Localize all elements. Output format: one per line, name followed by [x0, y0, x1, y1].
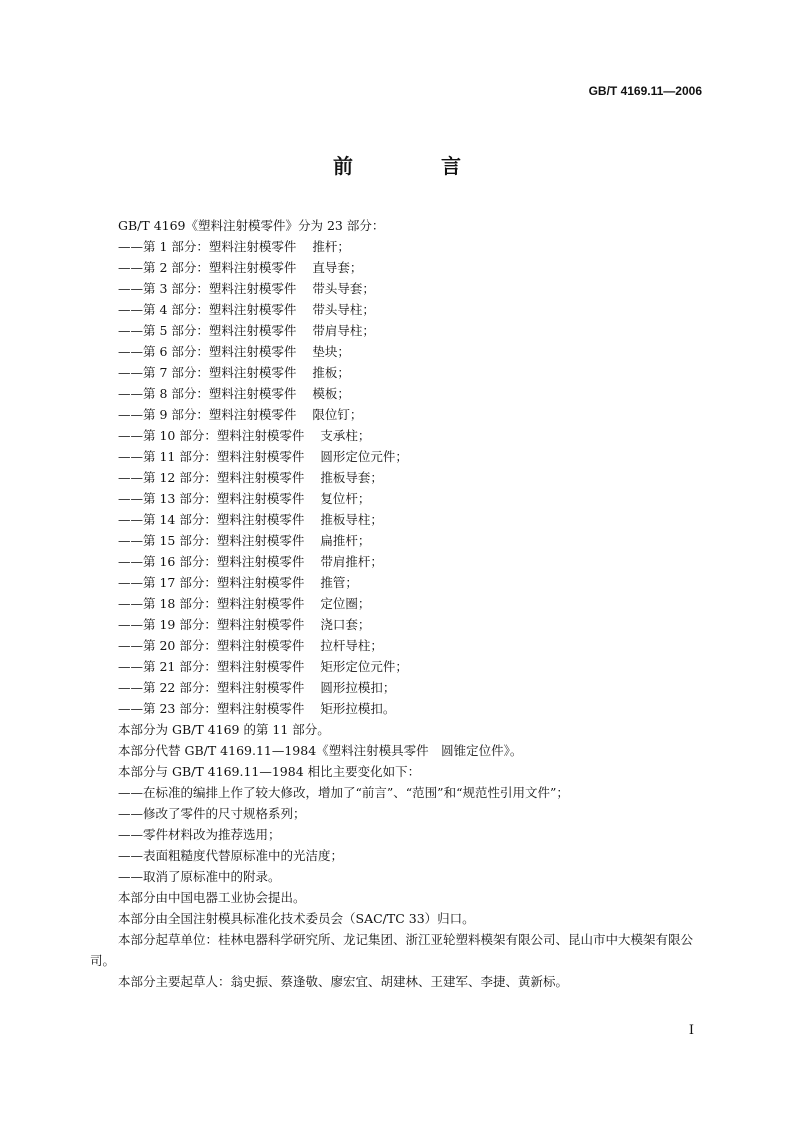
list-item — [90, 488, 710, 509]
part-prefix: ——第 10 部分：塑料注射模零件 — [118, 428, 305, 443]
list-item — [90, 425, 710, 446]
list-item — [90, 257, 710, 278]
part-name: 直导套； — [312, 260, 363, 275]
list-item: ——在标准的编排上作了较大修改，增加了“前言”、“范围”和“规范性引用文件”； — [118, 785, 569, 800]
part-prefix: ——第 5 部分：塑料注射模零件 — [118, 323, 297, 338]
drafters-paragraph: 本部分主要起草人：翁史振、蔡逢敬、廖宏宜、胡建林、王建军、李捷、黄新标。 — [118, 974, 569, 989]
part-name: 扁推杆； — [320, 533, 371, 548]
part-name: 推管； — [320, 575, 358, 590]
part-name: 支承柱； — [320, 428, 371, 443]
list-item — [90, 656, 710, 677]
list-item — [90, 341, 710, 362]
list-item — [90, 635, 710, 656]
list-item: ——取消了原标准中的附录。 — [118, 869, 281, 884]
list-item — [90, 404, 710, 425]
list-item — [90, 509, 710, 530]
part-prefix: ——第 22 部分：塑料注射模零件 — [118, 680, 305, 695]
part-name: 圆形拉模扣； — [320, 680, 396, 695]
list-item: ——零件材料改为推荐选用； — [118, 827, 281, 842]
list-item — [90, 677, 710, 698]
changes-paragraph: 本部分与 GB/T 4169.11—1984 相比主要变化如下： — [118, 764, 421, 779]
part-prefix: ——第 12 部分：塑料注射模零件 — [118, 470, 305, 485]
part-prefix: ——第 8 部分：塑料注射模零件 — [118, 386, 297, 401]
part-name: 推板； — [312, 365, 350, 380]
part-prefix: ——第 15 部分：塑料注射模零件 — [118, 533, 305, 548]
proposer-paragraph: 本部分由中国电器工业协会提出。 — [118, 890, 306, 905]
list-item — [90, 236, 710, 257]
part-prefix: ——第 7 部分：塑料注射模零件 — [118, 365, 297, 380]
part-name: 模板； — [312, 386, 350, 401]
list-item — [90, 299, 710, 320]
intro-paragraph: GB/T 4169《塑料注射模零件》分为 23 部分： — [118, 218, 385, 233]
list-item — [90, 614, 710, 635]
list-item — [90, 467, 710, 488]
part-prefix: ——第 21 部分：塑料注射模零件 — [118, 659, 305, 674]
page-number: I — [688, 1023, 694, 1038]
part-prefix: ——第 23 部分：塑料注射模零件 — [118, 701, 305, 716]
parts-list — [90, 236, 710, 719]
list-item — [90, 572, 710, 593]
part-prefix: ——第 14 部分：塑料注射模零件 — [118, 512, 305, 527]
committee-paragraph: 本部分由全国注射模具标准化技术委员会（SAC/TC 33）归口。 — [118, 911, 475, 926]
list-item: ——表面粗糙度代替原标准中的光洁度； — [118, 848, 344, 863]
drafting-units-paragraph: 本部分起草单位：桂林电器科学研究所、龙记集团、浙江亚轮塑料模架有限公司、昆山市中大模架有限公司。 — [90, 932, 694, 968]
part-prefix: ——第 19 部分：塑料注射模零件 — [118, 617, 305, 632]
replaces-paragraph: 本部分代替 GB/T 4169.11—1984《塑料注射模具零件 圆锥定位件》。 — [118, 743, 523, 758]
part-name: 拉杆导柱； — [320, 638, 383, 653]
part-prefix: ——第 4 部分：塑料注射模零件 — [118, 302, 297, 317]
part-prefix: ——第 1 部分：塑料注射模零件 — [118, 239, 297, 254]
changes-list — [90, 782, 710, 887]
part-prefix: ——第 11 部分：塑料注射模零件 — [118, 449, 305, 464]
list-item — [90, 551, 710, 572]
part-prefix: ——第 16 部分：塑料注射模零件 — [118, 554, 305, 569]
list-item — [90, 362, 710, 383]
list-item — [90, 530, 710, 551]
part-name: 限位钉； — [312, 407, 363, 422]
list-item — [90, 383, 710, 404]
part-prefix: ——第 2 部分：塑料注射模零件 — [118, 260, 297, 275]
list-item — [90, 593, 710, 614]
part-name: 推板导柱； — [320, 512, 383, 527]
part-name: 带肩推杆； — [320, 554, 383, 569]
document-body — [90, 215, 710, 992]
part-name: 推板导套； — [320, 470, 383, 485]
part-name: 推杆； — [312, 239, 350, 254]
part-prefix: ——第 18 部分：塑料注射模零件 — [118, 596, 305, 611]
part-name: 带头导套； — [312, 281, 375, 296]
part-name: 圆形定位元件； — [320, 449, 408, 464]
part-name: 矩形拉模扣。 — [320, 701, 396, 716]
list-item — [90, 278, 710, 299]
part-name: 带肩导柱； — [312, 323, 375, 338]
scope-paragraph: 本部分为 GB/T 4169 的第 11 部分。 — [118, 722, 330, 737]
part-prefix: ——第 9 部分：塑料注射模零件 — [118, 407, 297, 422]
part-name: 垫块； — [312, 344, 350, 359]
part-name: 带头导柱； — [312, 302, 375, 317]
list-item — [90, 446, 710, 467]
list-item — [90, 698, 710, 719]
part-prefix: ——第 17 部分：塑料注射模零件 — [118, 575, 305, 590]
part-name: 浇口套； — [320, 617, 371, 632]
part-name: 定位圈； — [320, 596, 371, 611]
part-prefix: ——第 3 部分：塑料注射模零件 — [118, 281, 297, 296]
part-prefix: ——第 6 部分：塑料注射模零件 — [118, 344, 297, 359]
part-prefix: ——第 13 部分：塑料注射模零件 — [118, 491, 305, 506]
list-item — [90, 320, 710, 341]
part-name: 复位杆； — [320, 491, 371, 506]
standard-code: GB/T 4169.11—2006 — [588, 84, 702, 98]
page-title: 前 言 — [333, 154, 495, 178]
part-prefix: ——第 20 部分：塑料注射模零件 — [118, 638, 305, 653]
list-item: ——修改了零件的尺寸规格系列； — [118, 806, 306, 821]
part-name: 矩形定位元件； — [320, 659, 408, 674]
